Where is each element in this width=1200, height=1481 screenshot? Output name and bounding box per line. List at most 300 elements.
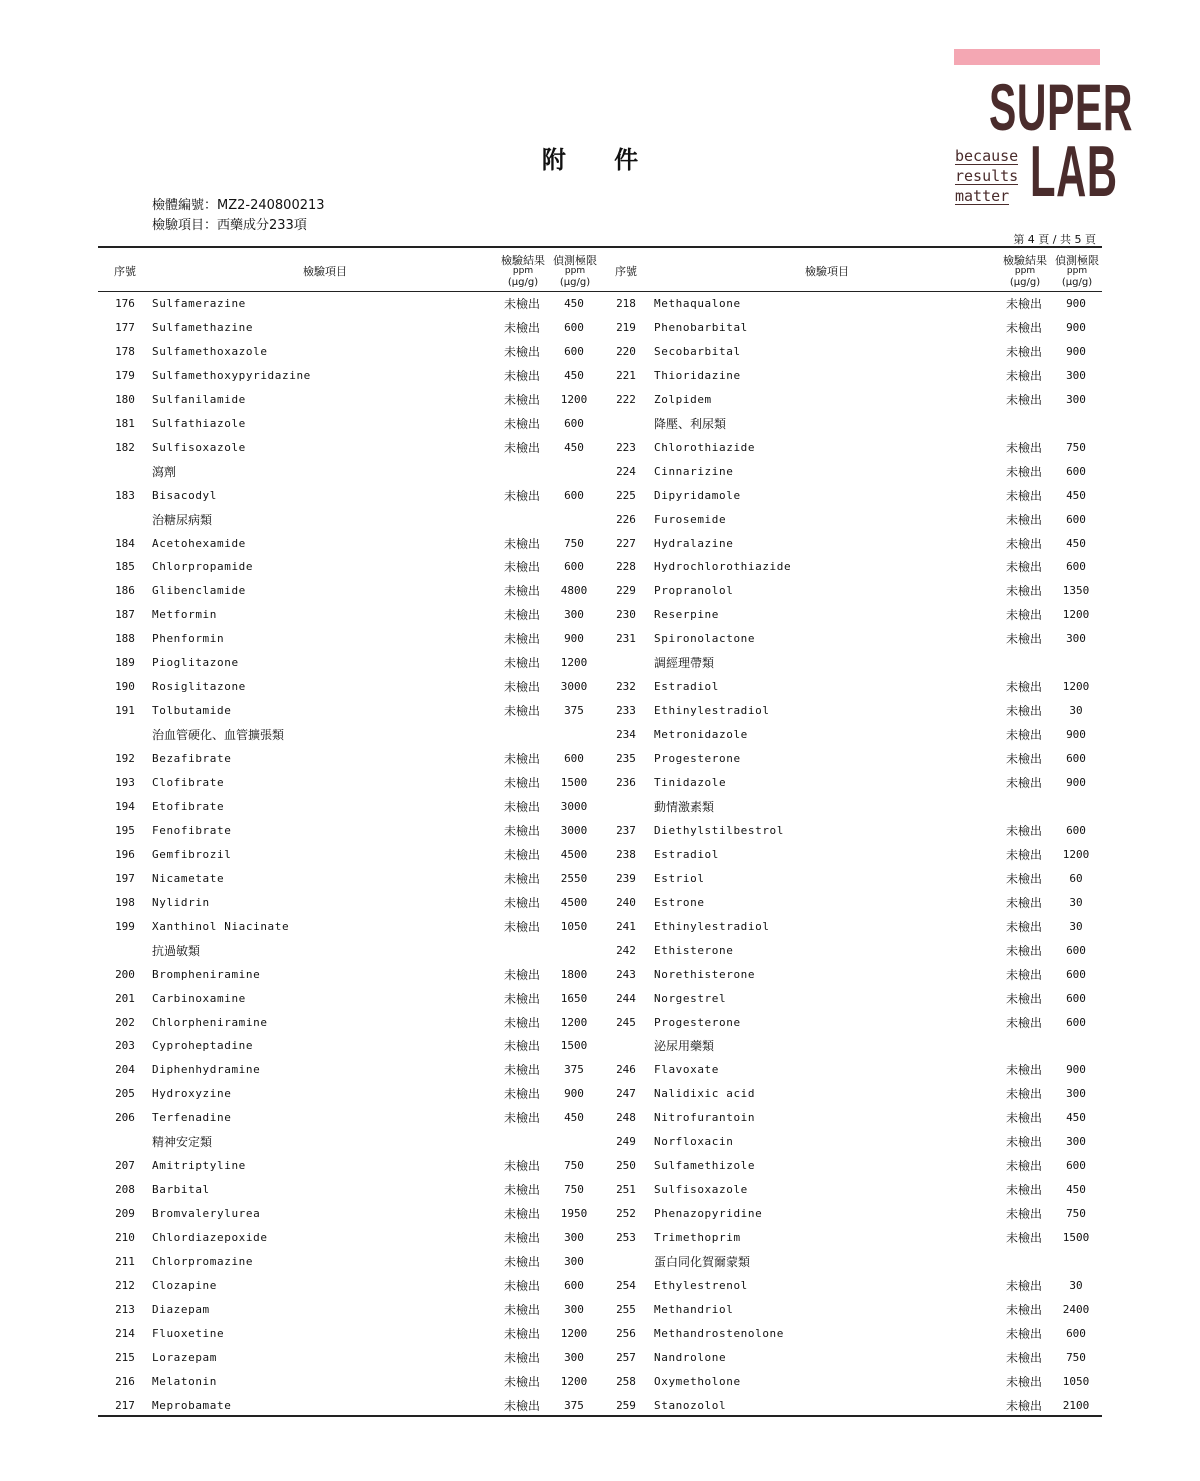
detection-limit: 600	[564, 1278, 584, 1292]
drug-name: Furosemide	[654, 512, 727, 526]
test-result: 未檢出	[503, 320, 540, 335]
drug-name: Secobarbital	[654, 344, 741, 358]
table-row	[0, 843, 1200, 867]
test-result: 未檢出	[1005, 297, 1042, 311]
test-result: 未檢出	[503, 1087, 540, 1102]
detection-limit: 300	[564, 1255, 584, 1268]
row-number: 192	[115, 752, 135, 766]
drug-name: Chlorpromazine	[152, 1255, 254, 1268]
test-item: 檢驗項目：西藥成分233項	[152, 218, 307, 233]
drug-name: Stanozolol	[654, 1398, 727, 1412]
row-number: 186	[115, 584, 135, 598]
drug-name: Xanthinol Niacinate	[152, 919, 290, 933]
drug-name: Thioridazine	[654, 368, 741, 382]
test-result: 未檢出	[503, 632, 540, 647]
row-number: 183	[115, 488, 135, 502]
detection-limit: 600	[564, 344, 584, 358]
row-number: 213	[115, 1302, 135, 1316]
table-row	[0, 460, 1200, 484]
drug-name: Methaqualone	[654, 297, 741, 310]
detection-limit: 300	[1066, 1087, 1086, 1101]
row-number: 205	[115, 1087, 135, 1101]
drug-name: Melatonin	[152, 1374, 218, 1388]
test-result: 未檢出	[1005, 1350, 1042, 1365]
test-result: 未檢出	[503, 560, 540, 575]
row-number: 235	[616, 752, 636, 766]
drug-name: Clozapine	[152, 1278, 218, 1292]
category-label: 泌尿用藥類	[654, 1039, 715, 1054]
detection-limit: 450	[1066, 1183, 1086, 1197]
detection-limit: 750	[564, 1159, 584, 1173]
test-result: 未檢出	[503, 1255, 540, 1269]
row-number: 240	[616, 895, 636, 909]
row-number: 210	[115, 1231, 135, 1245]
detection-limit: 1200	[560, 1374, 588, 1388]
test-result: 未檢出	[503, 1183, 540, 1198]
drug-name: Nitrofurantoin	[654, 1111, 756, 1125]
detection-limit: 450	[564, 368, 584, 382]
category-row	[0, 1034, 1200, 1058]
test-result: 未檢出	[1005, 1326, 1042, 1341]
test-result: 未檢出	[503, 368, 540, 383]
test-result: 未檢出	[503, 799, 540, 814]
table-row	[0, 555, 1200, 579]
detection-limit: 30	[1069, 704, 1083, 718]
detection-limit: 450	[1066, 488, 1086, 502]
logo-tagline-3: matter	[955, 187, 1010, 205]
drug-name: Hydrochlorothiazide	[654, 560, 792, 574]
drug-name: Sulfisoxazole	[654, 1183, 748, 1197]
detection-limit: 300	[1066, 632, 1086, 646]
drug-name: Nicametate	[152, 871, 225, 885]
category-label: 瀉劑	[152, 464, 177, 479]
test-result: 未檢出	[1005, 368, 1042, 383]
detection-limit: 1050	[560, 919, 588, 933]
row-number: 222	[616, 392, 636, 406]
test-result: 未檢出	[1005, 1063, 1042, 1078]
test-result: 未檢出	[503, 536, 540, 551]
drug-name: Acetohexamide	[152, 536, 246, 550]
test-result: 未檢出	[1005, 632, 1042, 647]
drug-name: Tinidazole	[654, 776, 727, 789]
drug-name: Spironolactone	[654, 632, 756, 646]
detection-limit: 750	[1066, 440, 1086, 454]
drug-name: Sulfathiazole	[152, 416, 246, 430]
test-result: 未檢出	[1005, 1207, 1042, 1222]
header-limit-left: 偵測極限	[553, 254, 597, 267]
detection-limit: 300	[1066, 1135, 1086, 1149]
detection-limit: 30	[1069, 919, 1083, 933]
category-label: 蛋白同化賀爾蒙類	[654, 1255, 751, 1269]
specimen-number: 檢體編號：MZ2-240800213	[152, 198, 325, 213]
row-number: 191	[115, 704, 135, 718]
logo-tagline-1: because	[955, 147, 1019, 165]
detection-limit: 300	[564, 608, 584, 622]
row-number: 208	[115, 1183, 135, 1197]
table-row	[0, 1082, 1200, 1106]
test-result: 未檢出	[503, 1350, 540, 1365]
test-result: 未檢出	[1005, 943, 1042, 958]
header-limit-unit-left: ppm	[564, 266, 586, 276]
table-row	[0, 1394, 1200, 1418]
detection-limit: 2550	[560, 871, 588, 885]
test-result: 未檢出	[503, 392, 540, 407]
detection-limit: 1200	[1062, 680, 1090, 694]
detection-limit: 600	[1066, 823, 1086, 837]
detection-limit: 900	[1066, 320, 1086, 334]
category-row	[0, 795, 1200, 819]
detection-limit: 1500	[1062, 1231, 1090, 1245]
test-result: 未檢出	[503, 1207, 540, 1222]
detection-limit: 30	[1069, 1278, 1083, 1292]
row-number: 239	[616, 871, 636, 885]
drug-name: Sulfamethoxypyridazine	[152, 368, 311, 382]
table-row	[0, 388, 1200, 412]
detection-limit: 1500	[560, 1039, 588, 1053]
detection-limit: 1950	[560, 1207, 588, 1221]
drug-name: Methandrostenolone	[654, 1326, 785, 1340]
test-result: 未檢出	[503, 440, 540, 455]
drug-name: Meprobamate	[152, 1398, 232, 1412]
table-row	[0, 1346, 1200, 1370]
drug-name: Ethinylestradiol	[654, 919, 770, 933]
drug-name: Norfloxacin	[654, 1135, 734, 1149]
page-indicator: 第 4 頁 / 共 5 頁	[1013, 233, 1096, 246]
drug-name: Bromvalerylurea	[152, 1207, 261, 1221]
drug-name: Phenformin	[152, 632, 225, 646]
logo-word-lab: LAB	[1030, 132, 1118, 212]
detection-limit: 600	[564, 416, 584, 430]
table-row	[0, 484, 1200, 508]
detection-limit: 600	[1066, 943, 1086, 957]
drug-name: Estrone	[654, 895, 705, 909]
row-number: 187	[115, 608, 135, 622]
test-result: 未檢出	[1005, 488, 1042, 503]
drug-name: Diethylstilbestrol	[654, 823, 785, 837]
test-result: 未檢出	[1005, 991, 1042, 1006]
row-number: 217	[115, 1398, 135, 1412]
header-result-unit-left: ppm	[512, 266, 534, 276]
detection-limit: 1200	[560, 1015, 588, 1029]
table-row	[0, 508, 1200, 532]
category-label: 動情激素類	[654, 799, 715, 814]
test-result: 未檢出	[503, 297, 540, 311]
drug-name: Chlordiazepoxide	[152, 1231, 268, 1245]
detection-limit: 600	[564, 488, 584, 502]
test-result: 未檢出	[503, 752, 540, 767]
table-row	[0, 891, 1200, 915]
detection-limit: 600	[564, 560, 584, 574]
table-row	[0, 340, 1200, 364]
table-row	[0, 1370, 1200, 1394]
test-result: 未檢出	[1005, 1374, 1042, 1389]
row-number: 182	[115, 440, 135, 454]
category-label: 治糖尿病類	[152, 512, 213, 527]
row-number: 230	[616, 608, 636, 622]
detection-limit: 300	[564, 1231, 584, 1245]
table-row	[0, 1322, 1200, 1346]
header-item-right: 檢驗項目	[805, 265, 849, 278]
row-number: 184	[115, 536, 135, 550]
detection-limit: 300	[564, 1302, 584, 1316]
row-number: 207	[115, 1159, 135, 1173]
test-result: 未檢出	[1005, 1135, 1042, 1150]
drug-name: Norgestrel	[654, 991, 727, 1005]
test-result: 未檢出	[1005, 440, 1042, 455]
row-number: 216	[115, 1374, 135, 1388]
drug-name: Sulfamerazine	[152, 297, 246, 310]
header-result-unit-right: ppm	[1014, 266, 1036, 276]
detection-limit: 4800	[560, 584, 588, 598]
drug-name: Sulfisoxazole	[152, 440, 246, 454]
detection-limit: 450	[564, 297, 584, 310]
table-row	[0, 915, 1200, 939]
drug-name: Cinnarizine	[654, 464, 734, 478]
detection-limit: 600	[1066, 464, 1086, 478]
test-result: 未檢出	[503, 584, 540, 599]
row-number: 252	[616, 1207, 636, 1221]
drug-name: Chlorothiazide	[654, 440, 756, 454]
drug-name: Trimethoprim	[654, 1231, 741, 1245]
row-number: 232	[616, 680, 636, 694]
drug-name: Progesterone	[654, 1015, 741, 1029]
table-row	[0, 1130, 1200, 1154]
test-result: 未檢出	[1005, 776, 1042, 790]
drug-name: Carbinoxamine	[152, 991, 246, 1005]
detection-limit: 1500	[560, 776, 588, 789]
test-result: 未檢出	[1005, 680, 1042, 695]
table-row	[0, 1298, 1200, 1322]
detection-limit: 2400	[1062, 1302, 1090, 1316]
header-limit-unit2-left: (μg/g)	[559, 277, 591, 288]
detection-limit: 750	[564, 536, 584, 550]
drug-name: Nalidixic acid	[654, 1087, 756, 1101]
row-number: 218	[616, 297, 636, 310]
test-result: 未檢出	[1005, 1159, 1042, 1174]
detection-limit: 30	[1069, 895, 1083, 909]
table-row	[0, 723, 1200, 747]
detection-limit: 1050	[1062, 1374, 1090, 1388]
detection-limit: 900	[1066, 297, 1086, 310]
row-number: 209	[115, 1207, 135, 1221]
test-result: 未檢出	[1005, 871, 1042, 886]
test-result: 未檢出	[503, 344, 540, 359]
drug-name: Gemfibrozil	[152, 847, 232, 861]
row-number: 223	[616, 440, 636, 454]
header-limit-right: 偵測極限	[1055, 254, 1099, 267]
drug-name: Sulfamethazine	[152, 320, 254, 334]
row-number: 236	[616, 776, 636, 789]
table-row	[0, 675, 1200, 699]
table-row	[0, 699, 1200, 723]
page-title: 附 件	[541, 146, 659, 174]
drug-name: Zolpidem	[654, 392, 712, 406]
test-result: 未檢出	[503, 1278, 540, 1293]
table-row	[0, 436, 1200, 460]
table-row	[0, 532, 1200, 556]
detection-limit: 2100	[1062, 1398, 1090, 1412]
detection-limit: 450	[564, 440, 584, 454]
header-result-unit2-left: (μg/g)	[507, 277, 539, 288]
table-row	[0, 987, 1200, 1011]
row-number: 250	[616, 1159, 636, 1173]
test-result: 未檢出	[1005, 1111, 1042, 1126]
drug-name: Diazepam	[152, 1302, 210, 1316]
test-result: 未檢出	[503, 1398, 540, 1413]
row-number: 198	[115, 895, 135, 909]
test-result: 未檢出	[1005, 847, 1042, 862]
table-row	[0, 292, 1200, 316]
header-seq-right: 序號	[615, 265, 637, 278]
drug-name: Methandriol	[654, 1302, 734, 1316]
table-row	[0, 1154, 1200, 1178]
table-row	[0, 1058, 1200, 1082]
header-limit-unit-right: ppm	[1066, 266, 1088, 276]
category-row	[0, 1250, 1200, 1274]
drug-name: Nandrolone	[654, 1350, 727, 1364]
detection-limit: 4500	[560, 847, 588, 861]
detection-limit: 1200	[560, 656, 588, 670]
detection-limit: 375	[564, 704, 584, 718]
row-number: 204	[115, 1063, 135, 1077]
test-result: 未檢出	[503, 871, 540, 886]
detection-limit: 1650	[560, 991, 588, 1005]
row-number: 256	[616, 1326, 636, 1340]
table-row	[0, 603, 1200, 627]
drug-name: Sulfamethoxazole	[152, 344, 268, 358]
test-result: 未檢出	[1005, 967, 1042, 982]
test-result: 未檢出	[503, 1039, 540, 1054]
detection-limit: 750	[1066, 1207, 1086, 1221]
test-result: 未檢出	[503, 991, 540, 1006]
drug-name: Chlorpropamide	[152, 560, 254, 574]
detection-limit: 60	[1069, 871, 1083, 885]
test-result: 未檢出	[1005, 823, 1042, 838]
drug-name: Norethisterone	[654, 967, 756, 981]
test-result: 未檢出	[503, 967, 540, 982]
logo-tagline-2: results	[955, 167, 1019, 185]
test-result: 未檢出	[503, 1231, 540, 1246]
drug-name: Fluoxetine	[152, 1326, 225, 1340]
detection-limit: 375	[564, 1398, 584, 1412]
detection-limit: 600	[1066, 991, 1086, 1005]
drug-name: Estriol	[654, 871, 705, 885]
row-number: 255	[616, 1302, 636, 1316]
drug-name: Sulfanilamide	[152, 392, 246, 406]
test-result: 未檢出	[503, 847, 540, 862]
row-number: 177	[115, 320, 135, 334]
test-result: 未檢出	[1005, 1302, 1042, 1317]
detection-limit: 3000	[560, 823, 588, 837]
drug-name: Barbital	[152, 1183, 210, 1197]
table-row	[0, 364, 1200, 388]
drug-name: Tolbutamide	[152, 704, 232, 718]
detection-limit: 750	[564, 1183, 584, 1197]
drug-name: Hydralazine	[654, 536, 734, 550]
row-number: 251	[616, 1183, 636, 1197]
detection-limit: 1200	[1062, 608, 1090, 622]
detection-limit: 300	[1066, 392, 1086, 406]
row-number: 241	[616, 919, 636, 933]
detection-limit: 1200	[560, 392, 588, 406]
row-number: 197	[115, 871, 135, 885]
detection-limit: 900	[1066, 344, 1086, 358]
test-result: 未檢出	[503, 488, 540, 503]
table-row	[0, 1274, 1200, 1298]
drug-name: Chlorpheniramine	[152, 1015, 268, 1029]
detection-limit: 600	[1066, 512, 1086, 526]
drug-name: Ethylestrenol	[654, 1278, 748, 1292]
row-number: 233	[616, 704, 636, 718]
row-number: 224	[616, 464, 636, 478]
drug-name: Terfenadine	[152, 1111, 232, 1125]
test-result: 未檢出	[503, 416, 540, 431]
drug-name: Ethinylestradiol	[654, 704, 770, 718]
row-number: 248	[616, 1111, 636, 1125]
test-result: 未檢出	[503, 1015, 540, 1030]
row-number: 246	[616, 1063, 636, 1077]
table-row	[0, 316, 1200, 340]
row-number: 228	[616, 560, 636, 574]
header-result-right: 檢驗結果	[1003, 254, 1047, 267]
drug-name: Propranolol	[654, 584, 734, 598]
table-row	[0, 771, 1200, 795]
test-result: 未檢出	[1005, 704, 1042, 719]
row-number: 257	[616, 1350, 636, 1364]
row-number: 249	[616, 1135, 636, 1149]
drug-name: Cyproheptadine	[152, 1039, 254, 1053]
row-number: 181	[115, 416, 135, 430]
row-number: 226	[616, 512, 636, 526]
drug-name: Ethisterone	[654, 943, 734, 957]
header-result-left: 檢驗結果	[501, 254, 545, 267]
drug-name: Nylidrin	[152, 895, 210, 909]
test-result: 未檢出	[1005, 392, 1042, 407]
row-number: 179	[115, 368, 135, 382]
detection-limit: 600	[564, 320, 584, 334]
test-result: 未檢出	[1005, 344, 1042, 359]
row-number: 237	[616, 823, 636, 837]
test-result: 未檢出	[1005, 1087, 1042, 1102]
test-result: 未檢出	[1005, 1231, 1042, 1246]
test-result: 未檢出	[1005, 728, 1042, 743]
logo-word-super: SUPER	[989, 70, 1134, 144]
table-row	[0, 819, 1200, 843]
detection-limit: 900	[564, 632, 584, 646]
table-row	[0, 963, 1200, 987]
test-result: 未檢出	[503, 1302, 540, 1317]
drug-name: Phenazopyridine	[654, 1207, 763, 1221]
drug-name: Glibenclamide	[152, 584, 246, 598]
detection-limit: 750	[1066, 1350, 1086, 1364]
detection-limit: 600	[564, 752, 584, 766]
row-number: 190	[115, 680, 135, 694]
test-result: 未檢出	[503, 656, 540, 671]
category-row	[0, 412, 1200, 436]
drug-name: Brompheniramine	[152, 967, 261, 981]
drug-name: Phenobarbital	[654, 320, 748, 334]
drug-name: Oxymetholone	[654, 1374, 741, 1388]
row-number: 215	[115, 1350, 135, 1364]
drug-name: Diphenhydramine	[152, 1063, 261, 1077]
row-number: 234	[616, 728, 636, 742]
row-number: 178	[115, 344, 135, 358]
test-result: 未檢出	[503, 776, 540, 790]
header-result-unit2-right: (μg/g)	[1009, 277, 1041, 288]
test-result: 未檢出	[1005, 320, 1042, 335]
test-result: 未檢出	[503, 895, 540, 910]
detection-limit: 4500	[560, 895, 588, 909]
